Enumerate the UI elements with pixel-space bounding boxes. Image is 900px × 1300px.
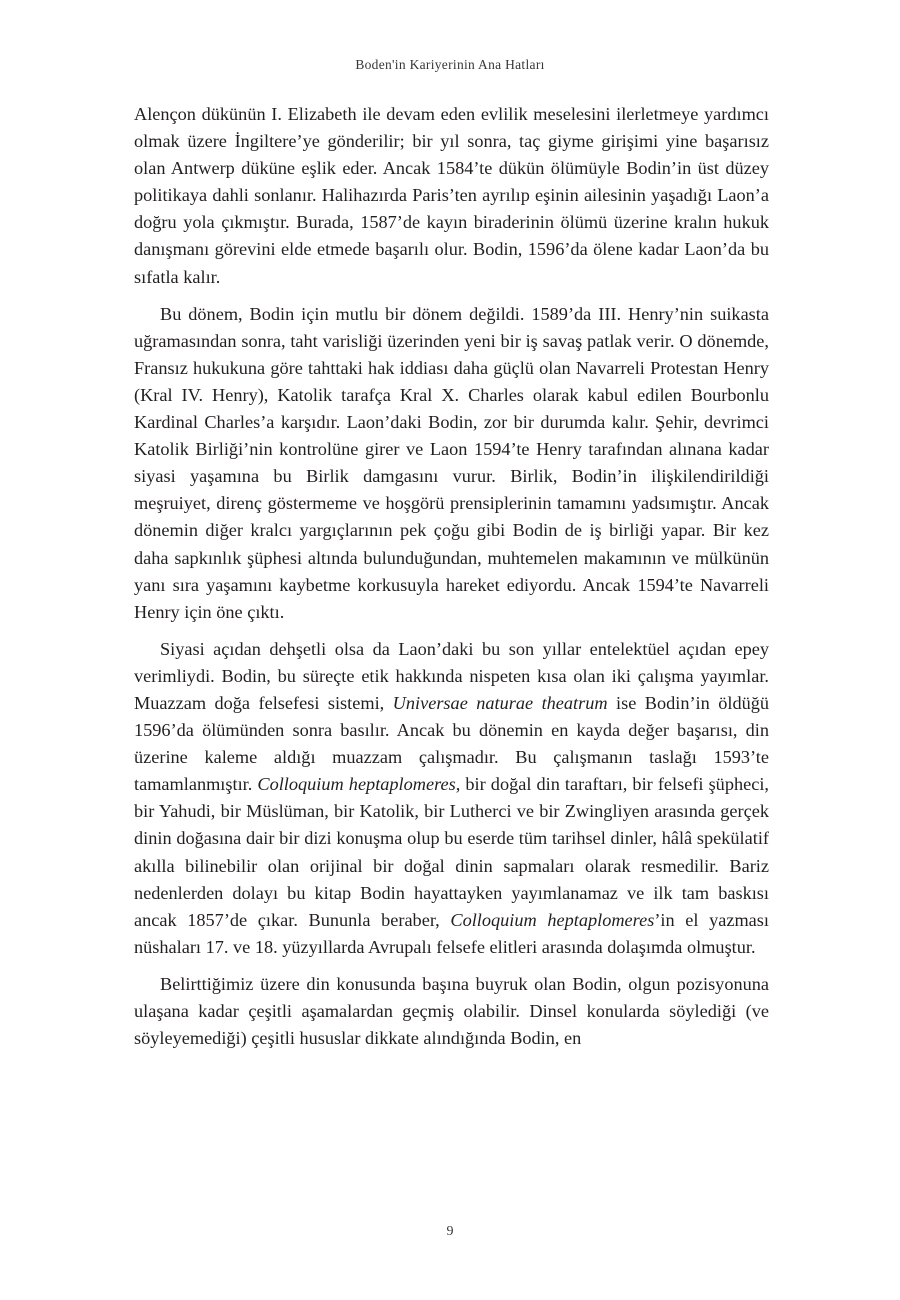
paragraph-3 [134,636,769,961]
body-text [134,101,769,1062]
paragraph-1 [134,101,769,291]
book-title-universae: Universae naturae theatrum [392,692,608,713]
paragraph-3-text: , bir doğal din taraftarı, bir felsefi şüpheci, bir Yahudi, bir Müslüman, bir Katolik, bir Lutherci ve bir Zwingliyen arasında gerçek dinin doğasına dair bir dizi konuşma olup bu eserde tüm tarihsel dinler, hâlâ spekülatif akılla bilinebilir olan orijinal bir doğal dinin sapmaları olarak resmedilir. Bariz nedenlerden dolayı bu kitap Bodin hayattayken yayımlanamaz ve ilk tam baskısı ancak 1857’de çıkar. Bununla beraber, [134,774,769,930]
paragraph-3-text: ise Bodin’in öldüğü 1596’da ölümünden sonra basılır. Ancak bu dönemin en kayda değer başarısı, din üzerine kaleme aldığı muazzam çalışmadır. Bu çalışmanın taslağı 1593’te tamamlanmıştır. [134,692,770,795]
paragraph-4 [134,971,769,1052]
paragraph-3-text: ’in el yazması nüshaları 17. ve 18. yüzyıllarda Avrupalı felsefe elitleri arasında dolaşımda olmuştur. [134,909,769,957]
book-title-colloquium: Colloquium heptaplomeres [257,774,456,795]
paragraph-3-text: Siyasi açıdan dehşetli olsa da Laon’daki bu son yıllar entelektüel açıdan epey verimliydi. Bodin, bu süreçte etik hakkında nispeten kısa olan iki çalışma yayımlar. Muazzam doğa felsefesi sistemi, [134,638,769,713]
book-title-colloquium: Colloquium heptaplomeres [450,909,655,930]
page-number: 9 [446,1224,454,1239]
paragraph-2 [134,301,769,626]
paragraph-2-text: Bu dönem, Bodin için mutlu bir dönem değildi. 1589’da III. Henry’nin suikasta uğramasından sonra, taht varisliği üzerinden yeni bir iş savaş patlak verir. O dönemde, Fransız hukukuna göre tahttaki hak iddiası daha güçlü olan Navarreli Protestan Henry (Kral IV. Henry), Katolik tarafça Kral X. Charles olarak kabul edilen Bourbonlu Kardinal Charles’a karşıdır. Laon’daki Bodin, zor bir durumda kalır. Şehir, devrimci Katolik Birliği’nin kontrolüne girer ve Laon 1594’te Henry tarafından alınana kadar siyasi yaşamına bu Birlik damgasını vurur. Birlik, Bodin’in ilişkilendirildiği meşruiyet, direnç göstermeme ve hoşgörü prensiplerinin tamamını yadsımıştır. Ancak dönemin diğer kralcı yargıçlarının pek çoğu gibi Bodin de iş birliği yapar. Bir kez daha sapkınlık şüphesi altında bulunduğundan, muhtemelen makamının ve mülkünün yanı sıra yaşamını kaybetme korkusuyla hareket ediyordu. Ancak 1594’te Navarreli Henry için öne çıktı. [134,303,769,622]
paragraph-1-text: Alençon dükünün I. Elizabeth ile devam eden evlilik meselesini ilerletmeye yardımcı olmak üzere İngiltere’ye gönderilir; bir yıl sonra, taç giyme girişimi yine başarısız olan Antwerp düküne eşlik eder. Ancak 1584’te dükün ölümüyle Bodin’in üst düzey politikaya dahli sonlanır. Halihazırda Paris’ten ayrılıp eşinin ailesinin yaşadığı Laon’a doğru yola çıkmıştır. Burada, 1587’de kayın biraderinin ölümü üzerine kralın hukuk danışmanı görevini elde etmede başarılı olur. Bodin, 1596’da ölene kadar Laon’da bu sıfatla kalır. [134,104,769,287]
running-head: Boden'in Kariyerinin Ana Hatları [355,57,545,72]
paragraph-4-text: Belirttiğimiz üzere din konusunda başına buyruk olan Bodin, olgun pozisyonuna ulaşana kadar çeşitli aşamalardan geçmiş olabilir. Dinsel konularda söylediği (ve söyleyemediği) çeşitli hususlar dikkate alındığında Bodin, en [134,973,769,1049]
